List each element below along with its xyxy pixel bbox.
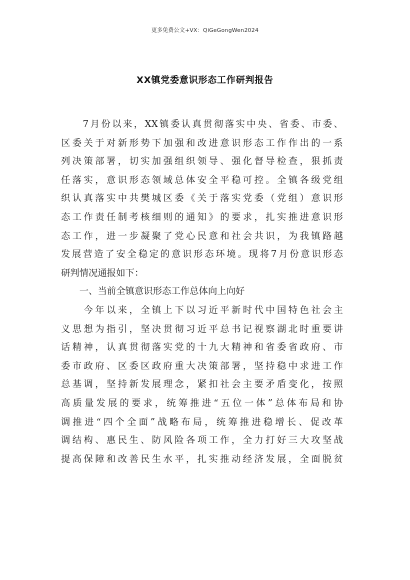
body-line: 今年以来，全镇上下以习近平新时代中国特色社会主	[61, 304, 343, 316]
body-line: 区委关于对新形势下加强和改进意识形态工作作出的一系	[61, 137, 343, 149]
document-body	[61, 116, 343, 469]
body-line: 提高保障和改善民生水平，扎实推动经济发展，全面脱贫	[61, 453, 343, 465]
header-note: 更多免费公文+VX：QiGeGongWen2024	[151, 28, 259, 34]
body-line: 高质量发展的要求，统筹推进“五位一体”总体布局和协	[61, 397, 343, 409]
body-line: 话精神，认真贯彻落实党的十九大精神和省委省政府、市	[61, 342, 343, 354]
body-line: 任落实，意识形态领域总体安全平稳可控。全镇各级党组	[61, 174, 343, 186]
body-line: 研判情况通报如下：	[61, 267, 144, 279]
body-line: 调推进“四个全面”战略布局，统筹推进稳增长、促改革	[61, 416, 343, 428]
body-line: 织认真落实中共樊城区委《关于落实党委（党组）意识形	[61, 193, 343, 205]
body-line: 态工作，进一步凝聚了党心民意和社会共识，为我镇路越	[61, 230, 343, 242]
body-line: 义思想为指引，坚决贯彻习近平总书记视察湖北时重要讲	[61, 323, 343, 335]
body-line: 7月份以来，XX镇委认真贯彻落实中央、省委、市委、	[61, 119, 343, 130]
section-heading: 一、当前全镇意识形态工作总体向上向好	[61, 286, 245, 298]
body-line: 发展营造了安全稳定的意识形态环境。现将7月份意识形态	[61, 249, 343, 261]
document-title: XX镇党委意识形态工作研判报告	[136, 76, 274, 86]
body-line: 态工作责任制考核细则的通知》的要求，扎实推进意识形	[61, 211, 343, 223]
body-line: 列决策部署，切实加强组织领导、强化督导检查，狠抓责	[61, 156, 343, 168]
body-line: 委市政府、区委区政府重大决策部署，坚持稳中求进工作	[61, 360, 343, 372]
body-line: 调结构、惠民生、防风险各项工作，全力打好三大攻坚战	[61, 435, 343, 447]
body-line: 总基调，坚持新发展理念，紧扣社会主要矛盾变化，按照	[61, 379, 343, 391]
